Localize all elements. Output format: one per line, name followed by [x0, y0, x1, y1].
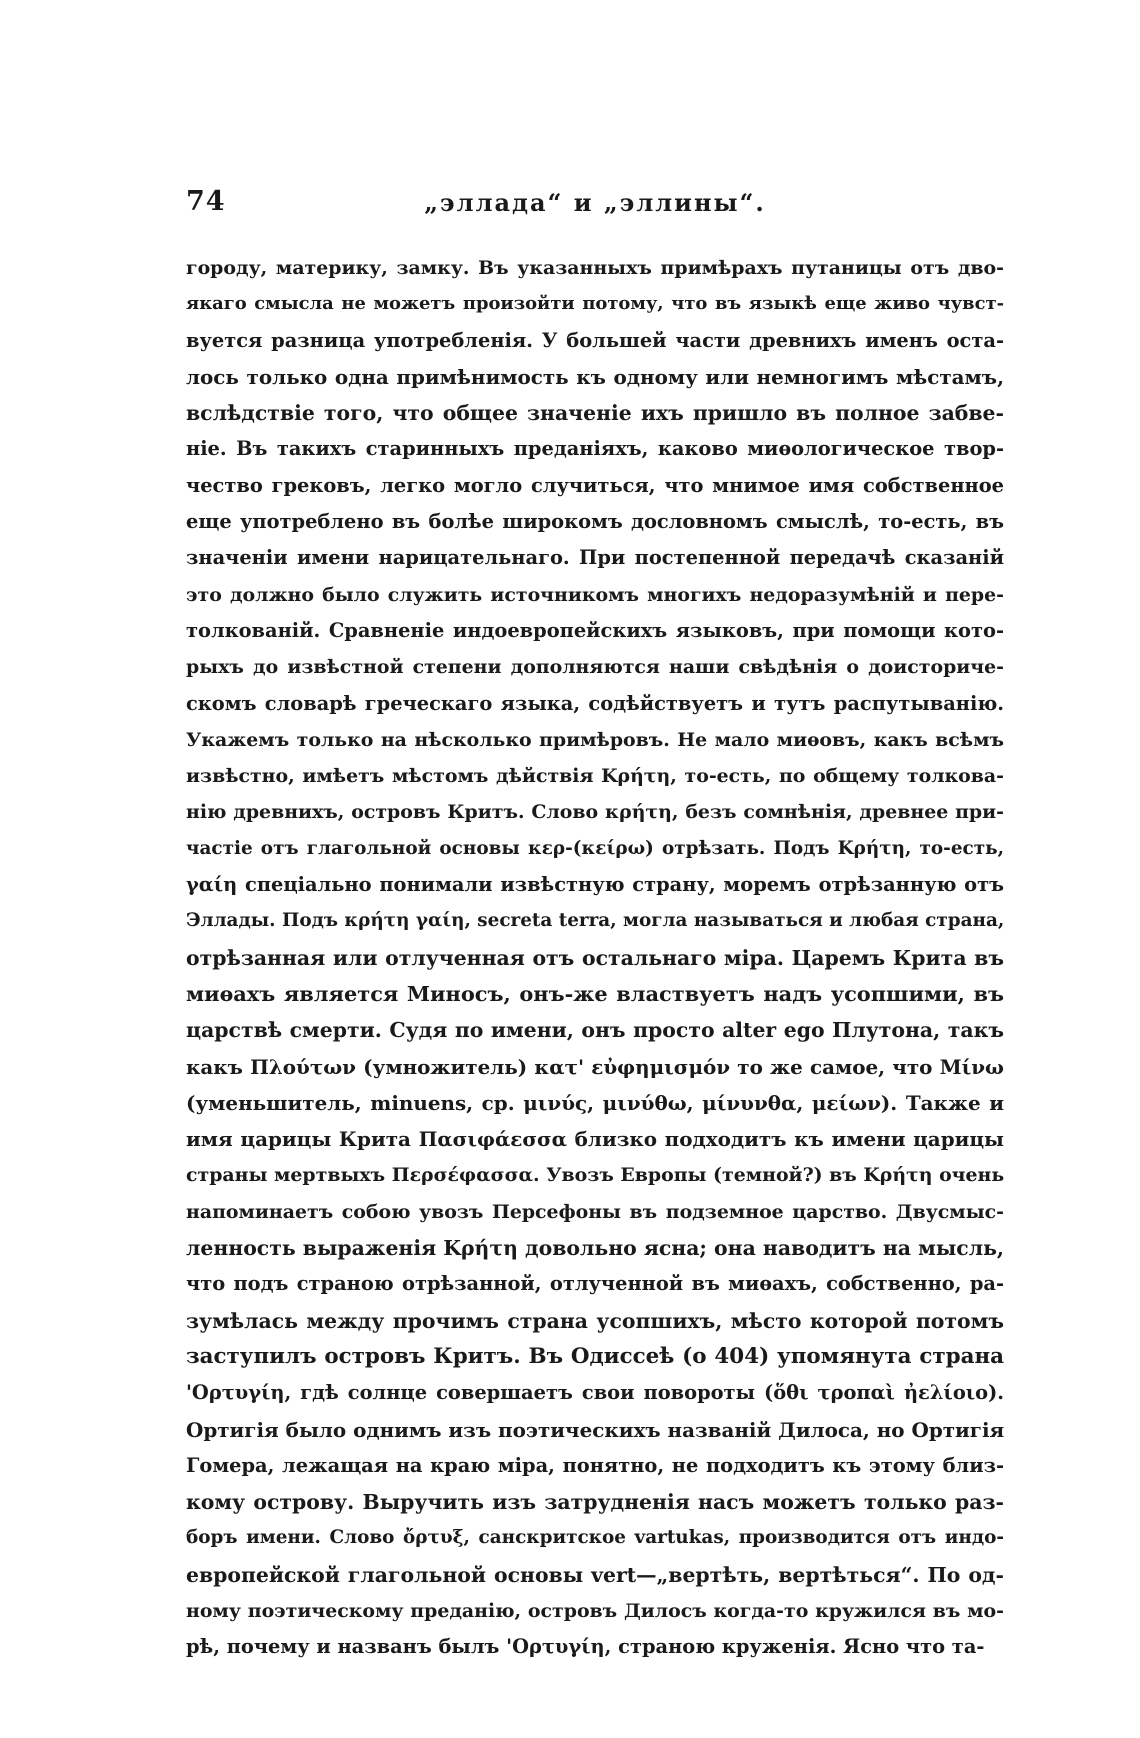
text-line: страны мертвыхъ Περσέφασσα. Увозъ Европы (темной?) въ Κρήτη очень — [186, 1164, 1004, 1187]
text-line: лось только одна примѣнимость къ одному или немногимъ мѣстамъ, — [186, 364, 1004, 389]
text-line: Эллады. Подъ κρήτη γαίη, secreta terra, могла называться и любая страна, — [186, 910, 1004, 932]
text-line: европейской глагольной основы vert—„вертѣть, вертѣться“. По од- — [186, 1562, 1004, 1587]
text-line: заступилъ островъ Критъ. Въ Одиссеѣ (ο 404) упомянута страна — [186, 1343, 1004, 1369]
text-line: что подъ страною отрѣзанной, отлученной въ миѳахъ, собственно, ра- — [186, 1272, 1004, 1296]
text-line: ленность выраженія Κρήτη довольно ясна; она наводитъ на мысль, — [186, 1236, 1004, 1261]
text-line: вуется разница употребленія. У большей части древнихъ именъ оста- — [186, 328, 1004, 352]
text-line: зумѣлась между прочимъ страна усопшихъ, мѣсто которой потомъ — [186, 1308, 1004, 1333]
text-line: ніе. Въ такихъ старинныхъ преданіяхъ, каково миѳологическое твор- — [186, 437, 1004, 461]
text-line: царствѣ смерти. Судя по имени, онъ просто alter ego Плутона, такъ — [186, 1018, 1004, 1043]
text-line: частіе отъ глагольной основы κερ-(κείρω) отрѣзать. Подъ Κρήτη, то-есть, — [186, 837, 1004, 859]
text-line: кому острову. Выручить изъ затрудненія насъ можетъ только раз- — [186, 1490, 1004, 1515]
running-title: „эллада“ и „эллины“. — [424, 188, 766, 217]
text-line: извѣстно, имѣетъ мѣстомъ дѣйствія Κρήτη, то-есть, по общему толкова- — [186, 765, 1004, 788]
text-line: имя царицы Крита Πασιφάεσσα близко подходитъ къ имени царицы — [186, 1127, 1004, 1152]
page-number: 74 — [186, 186, 226, 217]
text-line: Гомера, лежащая на краю міра, понятно, не подходитъ къ этому близ- — [186, 1453, 1004, 1477]
text-line: Ортигія было однимъ изъ поэтическихъ названій Дилоса, но Ортигія — [186, 1417, 1004, 1442]
text-line: ному поэтическому преданію, островъ Дилосъ когда-то кружился въ мо- — [186, 1599, 1004, 1622]
text-line: (уменьшитель, minuens, ср. μινύς, μινύθω, μίνυνθα, μείων). Также и — [186, 1090, 1004, 1115]
running-head — [186, 186, 1004, 226]
text-line: отрѣзанная или отлученная отъ остальнаго міра. Царемъ Крита въ — [186, 945, 1004, 970]
text-line: чество грековъ, легко могло случиться, что мнимое имя собственное — [186, 473, 1004, 497]
text-line: вслѣдствіе того, что общее значеніе ихъ пришло въ полное забве- — [186, 401, 1004, 426]
text-line: скомъ словарѣ греческаго языка, содѣйствуетъ и тутъ распутыванію. — [186, 691, 1004, 715]
text-line: миѳахъ является Миносъ, онъ-же властвуетъ надъ усопшими, въ — [186, 980, 1004, 1006]
body-text — [186, 250, 1004, 1666]
text-line: городу, материку, замку. Въ указанныхъ примѣрахъ путаницы отъ дво- — [186, 257, 1004, 279]
text-line: якаго смысла не можетъ произойти потому, что въ языкѣ еще живо чувст- — [186, 293, 1004, 315]
text-line: еще употреблено въ болѣе широкомъ дословномъ смыслѣ, то-есть, въ — [186, 510, 1004, 534]
text-line: значеніи имени нарицательнаго. При постепенной передачѣ сказаній — [186, 546, 1004, 570]
text-line: нію древнихъ, островъ Критъ. Слово κρήτη, безъ сомнѣнія, древнее при- — [186, 801, 1004, 824]
text-line: Укажемъ только на нѣсколько примѣровъ. Не мало миѳовъ, какъ всѣмъ — [186, 728, 1004, 751]
text-line: это должно было служить источникомъ многихъ недоразумѣній и пере- — [186, 583, 1004, 606]
text-line: боръ имени. Слово ὄρτυξ, санскритское vartukas, производится отъ индо- — [186, 1527, 1004, 1549]
text-line: толкованій. Сравненіе индоевропейскихъ языковъ, при помощи кото- — [186, 618, 1004, 642]
text-line: напоминаетъ собою увозъ Персефоны въ подземное царство. Двусмыс- — [186, 1200, 1004, 1223]
text-line: 'Ορτυγίη, гдѣ солнце совершаетъ свои повороты (ὅθι τροπαὶ ἠελίοιο). — [186, 1381, 1004, 1405]
text-line: рыхъ до извѣстной степени дополняются наши свѣдѣнія о доисториче- — [186, 656, 1004, 679]
text-line: какъ Πλούτων (умножитель) κατ' εὐφημισμόν то же самое, что Μίνω — [186, 1054, 1004, 1079]
text-line: рѣ, почему и названъ былъ 'Ορτυγίη, страною круженія. Ясно что та- — [186, 1635, 985, 1659]
text-line: γαίη спеціально понимали извѣстную страну, моремъ отрѣзанную отъ — [186, 873, 1004, 897]
